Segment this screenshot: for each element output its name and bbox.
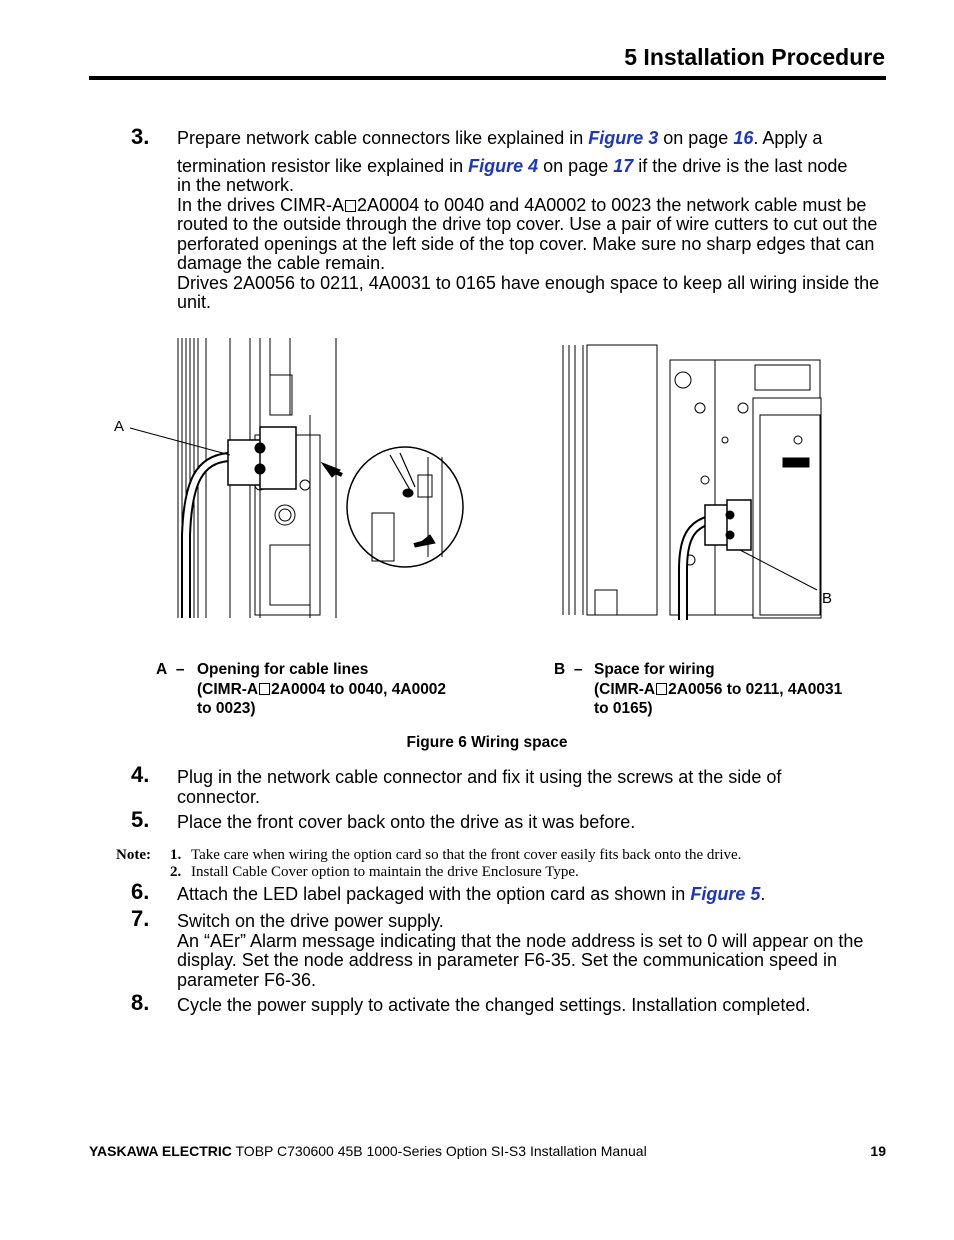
page-number: 19 [870,1143,886,1159]
figure-6-left-illustration [110,335,470,625]
step-7-number: 7. [131,906,150,931]
step-8-text: Cycle the power supply to activate the changed settings. Installation completed. [177,995,811,1015]
figure-3-link[interactable]: Figure 3 [588,128,659,148]
step-3-line-3: in the network. [177,175,295,195]
step-3-para-3: Drives 2A0056 to 0211, 4A0031 to 0165 have enough space to keep all wiring inside the unit. [177,272,880,312]
caption-b-key [554,660,582,680]
caption-a-text [197,660,446,719]
figure-4-link[interactable]: Figure 4 [468,155,539,176]
step-7-text [177,912,892,990]
page-17-link[interactable]: 17 [613,155,634,176]
note-label: Note: [116,847,151,863]
text: (CIMR-A [594,680,656,698]
text: 2A0056 to 0211, 4A0031 [668,680,843,698]
figure-caption: Figure 6 Wiring space [406,734,568,751]
text: on page [538,155,614,176]
footer-brand: YASKAWA ELECTRIC [89,1143,232,1159]
step-3-text [177,129,892,313]
text: In the drives CIMR-A [177,194,345,215]
note-1-number: 1. [170,847,182,863]
step-8-number: 8. [131,990,150,1015]
caption-b-line-1: Space for wiring [594,661,715,678]
step-7-line-2: An “AEr” Alarm message indicating that the node address is set to 0 will appear on the display. Set the node address in parameter F6-35. Set the communication speed in parameter F6-36. [177,930,864,990]
step-3-para-2 [177,196,892,274]
step-4-text: Plug in the network cable connector and fix it using the screws at the side of connector. [177,767,782,807]
caption-b-text [594,660,842,719]
text: 2A0004 to 0040, 4A0002 [271,680,447,698]
placeholder-box [345,200,356,212]
step-7-line-1: Switch on the drive power supply. [177,911,444,931]
step-6-number: 6. [131,879,150,904]
caption-dash: – [573,661,583,678]
caption-key: A [156,661,168,678]
placeholder-box [656,683,667,695]
figure-6-right-illustration [555,340,845,625]
header-rule [89,76,886,80]
figure-label-a: A [114,418,125,435]
text: Prepare network cable connectors like explained in [177,128,589,148]
text: . [760,884,766,904]
placeholder-box [259,683,270,695]
step-3-line-1 [177,129,892,149]
caption-a-line-3: to 0023) [197,700,256,717]
text: . Apply a [753,128,823,148]
section-title: 5 Installation Procedure [624,44,885,70]
caption-a-line-1: Opening for cable lines [197,661,369,678]
step-5-number: 5. [131,807,150,832]
text: termination resistor like explained in [177,155,469,176]
step-3-number: 3. [131,124,150,149]
footer-doc-title: TOBP C730600 45B 1000-Series Option SI-S3 Installation Manual [231,1143,647,1159]
step-3-line-2 [177,157,892,177]
step-4-number: 4. [131,762,150,787]
note-1-text: Take care when wiring the option card so that the front cover easily fits back onto the drive. [191,847,742,863]
footer-doc [89,1143,647,1159]
text: on page [658,128,734,148]
caption-a-line-2 [197,680,446,700]
step-5-text: Place the front cover back onto the drive as it was before. [177,812,636,832]
page-16-link[interactable]: 16 [733,128,754,148]
text: 2A0004 to 0040 and 4A0002 to 0023 the network cable must be routed to the outside through the drive top cover. Use a pair of wire cutters to cut out the perforated openings at the left side of the top cover. Make sure no sharp edges that can damage the cable remain. [177,194,878,273]
text: if the drive is the last node [633,155,848,176]
caption-dash: – [175,661,185,678]
text: (CIMR-A [197,680,259,698]
step-6-text [177,885,892,905]
figure-5-link[interactable]: Figure 5 [690,884,761,904]
caption-key: B [554,661,566,678]
caption-a-key [156,660,184,680]
note-2-number: 2. [170,864,182,880]
note-2-text: Install Cable Cover option to maintain the drive Enclosure Type. [191,864,579,880]
caption-b-line-2 [594,680,842,700]
caption-b-line-3: to 0165) [594,700,653,717]
figure-label-b: B [822,590,833,607]
text: Attach the LED label packaged with the option card as shown in [177,884,691,904]
